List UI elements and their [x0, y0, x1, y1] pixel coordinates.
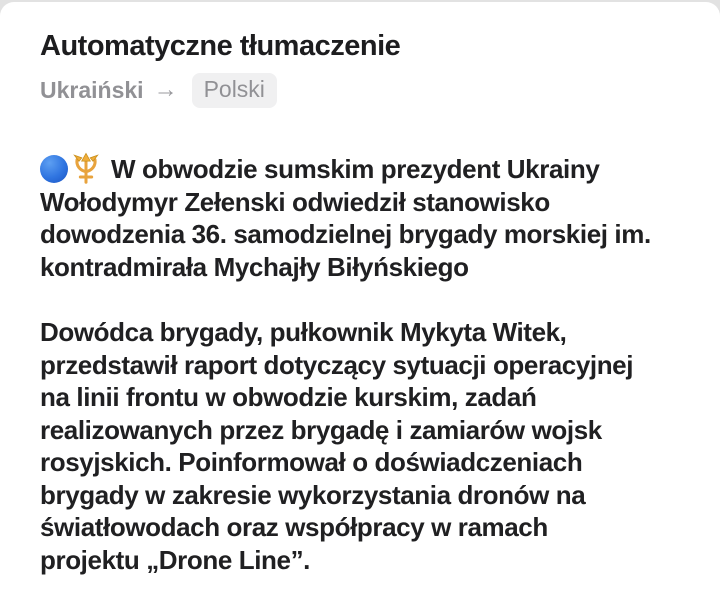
text-line-content: W obwodzie sumskim prezydent Ukrainy — [111, 154, 600, 184]
trident-emoji — [69, 152, 103, 186]
paragraph-1 — [40, 153, 692, 283]
arrow-right-icon: → — [153, 76, 178, 103]
text-line: światłowodach oraz współpracy w ramach — [40, 512, 548, 542]
source-language-label: Ukraiński — [40, 76, 144, 103]
language-row — [40, 73, 692, 107]
text-line: dowodzenia 36. samodzielnej brygady morskiej im. — [40, 219, 651, 249]
text-line: rosyjskich. Poinformował o doświadczeniach — [40, 447, 583, 477]
text-line: na linii frontu w obwodzie kurskim, zadań — [40, 382, 537, 412]
text-line: kontradmirała Mychajły Biłyńskiego — [40, 251, 469, 282]
translation-sheet-title: Automatyczne tłumaczenie — [40, 30, 401, 62]
text-line: przedstawił raport dotyczący sytuacji operacyjnej — [40, 349, 634, 380]
text-line: realizowanych przez brygadę i zamiarów wojsk — [40, 414, 602, 445]
text-line: brygady w zakresie wykorzystania dronów na — [40, 479, 586, 510]
blue-circle-emoji — [40, 155, 68, 183]
paragraph-2 — [40, 316, 692, 576]
text-line — [40, 153, 692, 186]
target-language-badge[interactable]: Polski — [192, 73, 277, 108]
translation-sheet — [0, 2, 720, 597]
translated-text — [40, 153, 692, 576]
text-line: Dowódca brygady, pułkownik Mykyta Witek, — [40, 317, 567, 347]
text-line: Wołodymyr Zełenski odwiedził stanowisko — [40, 186, 550, 217]
text-line: projektu „Drone Line”. — [40, 544, 311, 575]
